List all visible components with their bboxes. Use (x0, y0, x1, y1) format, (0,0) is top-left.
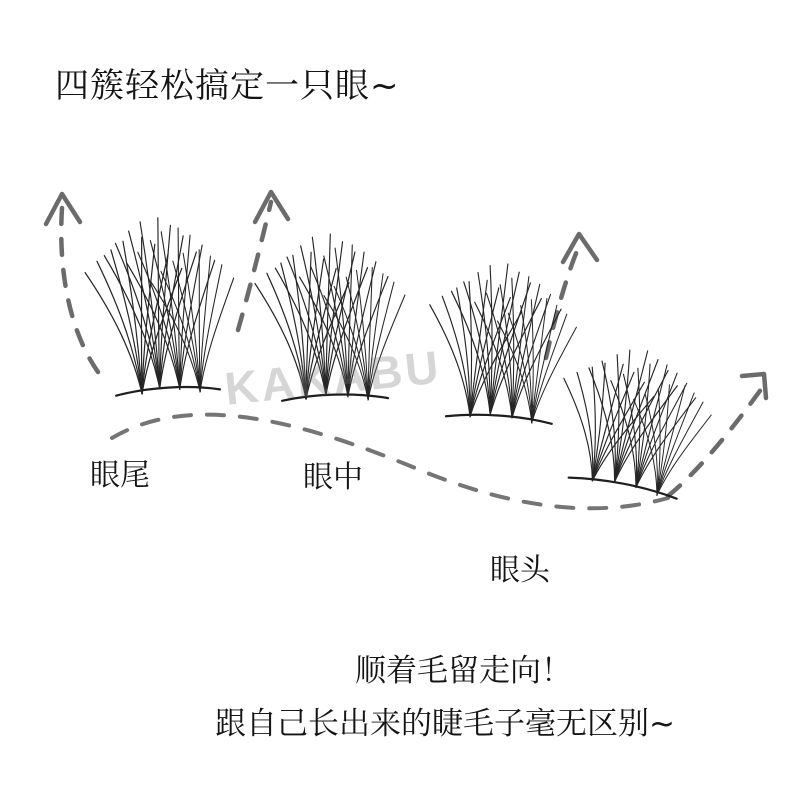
direction-arrow-1 (61, 208, 98, 372)
page-title: 四簇轻松搞定一只眼~ (55, 66, 400, 106)
caption-line-1: 顺着毛留走向！ (355, 653, 572, 689)
caption-line-2: 跟自己长出来的睫毛子毫无区别~ (215, 706, 675, 742)
cluster-eye-tail (82, 213, 242, 399)
cluster-eye-inner (424, 260, 580, 425)
lash-baseline-curve (112, 415, 668, 509)
watermark-text: KAKABU (222, 340, 444, 415)
direction-arrow-4 (668, 388, 762, 496)
cluster-eye-head (547, 337, 721, 502)
label-eye-middle: 眼中 (303, 460, 363, 495)
label-eye-head: 眼头 (490, 553, 550, 588)
label-eye-tail: 眼尾 (90, 458, 150, 493)
